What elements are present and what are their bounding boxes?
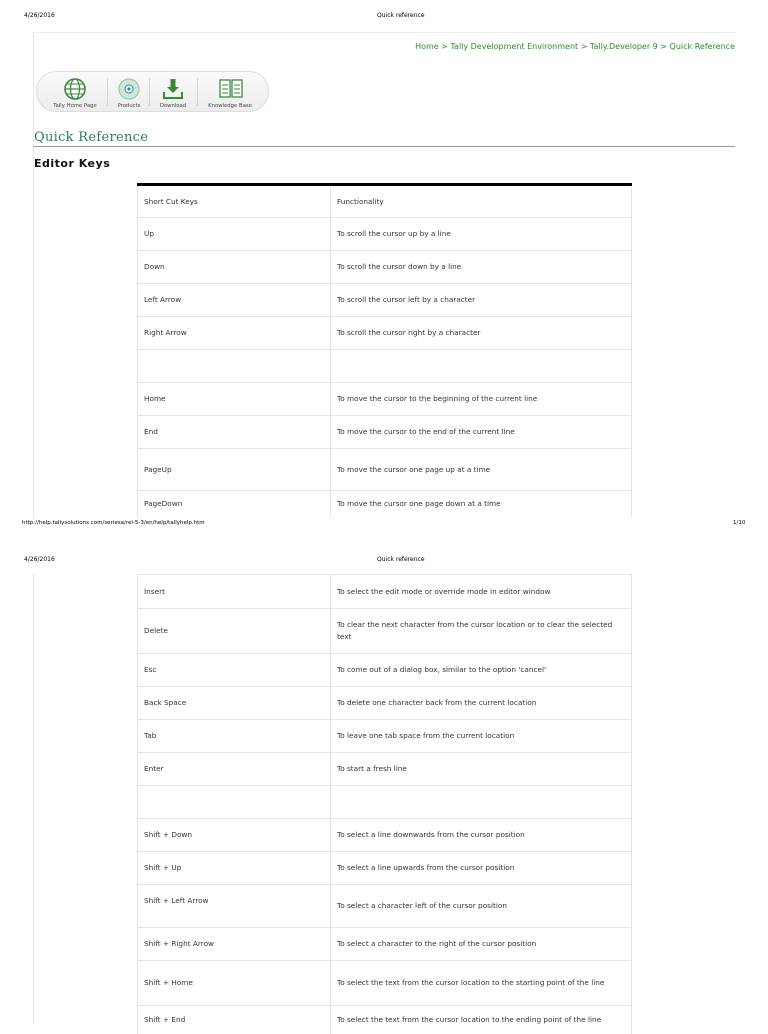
table-row xyxy=(138,609,632,654)
shortcut-description xyxy=(331,786,632,819)
nav-divider xyxy=(107,78,108,106)
breadcrumb[interactable]: Home > Tally Development Environment > Tally.Developer 9 > Quick Reference xyxy=(415,42,735,51)
table-row xyxy=(138,928,632,961)
download-icon xyxy=(161,77,185,101)
shortcut-key: Down xyxy=(138,251,331,284)
shortcut-key: Shift + Up xyxy=(138,852,331,885)
shortcut-description: To select a line upwards from the cursor position xyxy=(331,852,632,885)
shortcut-key xyxy=(138,350,331,383)
table-row xyxy=(138,251,632,284)
shortcut-key: Up xyxy=(138,218,331,251)
shortcut-key: PageDown xyxy=(138,491,331,517)
shortcut-description: To select the edit mode or override mode in editor window xyxy=(331,575,632,609)
print-date: 4/26/2016 xyxy=(24,12,55,19)
table-row xyxy=(138,416,632,449)
table-header-row xyxy=(138,185,632,218)
print-title: Quick reference xyxy=(377,12,425,19)
shortcut-key xyxy=(138,786,331,819)
shortcut-description: To start a fresh line xyxy=(331,753,632,786)
shortcut-description: To select a character left of the cursor position xyxy=(331,885,632,928)
column-header-functionality: Functionality xyxy=(331,185,632,218)
shortcut-description: To move the cursor one page up at a time xyxy=(331,449,632,491)
shortcut-key: PageUp xyxy=(138,449,331,491)
shortcut-key: Left Arrow xyxy=(138,284,331,317)
table-row xyxy=(138,885,632,928)
print-title: Quick reference xyxy=(377,556,425,563)
shortcut-description: To select the text from the cursor location to the ending point of the line xyxy=(331,1006,632,1034)
shortcut-key: Tab xyxy=(138,720,331,753)
shortcut-key: Shift + Home xyxy=(138,961,331,1006)
shortcut-description: To scroll the cursor down by a line xyxy=(331,251,632,284)
table-row xyxy=(138,218,632,251)
shortcut-table-page1 xyxy=(137,183,632,517)
shortcut-key: Insert xyxy=(138,575,331,609)
nav-divider xyxy=(197,78,198,106)
page-title: Quick Reference xyxy=(34,130,149,145)
nav-knowledge-base[interactable] xyxy=(200,72,260,111)
table-row xyxy=(138,284,632,317)
shortcut-key: Right Arrow xyxy=(138,317,331,350)
shortcut-description: To scroll the cursor right by a character xyxy=(331,317,632,350)
shortcut-description: To move the cursor one page down at a time xyxy=(331,491,632,517)
table-row xyxy=(138,961,632,1006)
shortcut-key: Shift + Left Arrow xyxy=(138,885,331,928)
table-row xyxy=(138,654,632,687)
nav-products[interactable] xyxy=(111,72,147,111)
footer-url: http://help.tallysolutions.com/seriesa/rel-5-3/en/help/tallyhelp.htm xyxy=(22,520,205,526)
nav-label: Tally Home Page xyxy=(53,103,97,109)
table-row xyxy=(138,449,632,491)
shortcut-key: Shift + Down xyxy=(138,819,331,852)
shortcut-description: To select a line downwards from the cursor position xyxy=(331,819,632,852)
shortcut-key: Delete xyxy=(138,609,331,654)
table-row-empty xyxy=(138,786,632,819)
table-row xyxy=(138,720,632,753)
shortcut-description: To move the cursor to the beginning of the current line xyxy=(331,383,632,416)
shortcut-description: To clear the next character from the cursor location or to clear the selected text xyxy=(331,609,632,654)
shortcut-key: Enter xyxy=(138,753,331,786)
section-title: Editor Keys xyxy=(34,157,111,170)
shortcut-key: Shift + Right Arrow xyxy=(138,928,331,961)
disc-icon xyxy=(117,77,141,101)
print-date: 4/26/2016 xyxy=(24,556,55,563)
shortcut-key: Shift + End xyxy=(138,1006,331,1034)
shortcut-table-page2 xyxy=(137,574,632,1034)
shortcut-description: To come out of a dialog box, similar to the option 'cancel' xyxy=(331,654,632,687)
shortcut-description xyxy=(331,350,632,383)
shortcut-description: To scroll the cursor left by a character xyxy=(331,284,632,317)
nav-tally-home-page[interactable] xyxy=(45,72,105,111)
column-header-keys: Short Cut Keys xyxy=(138,185,331,218)
nav-download[interactable] xyxy=(151,72,195,111)
table-row xyxy=(138,852,632,885)
globe-icon xyxy=(63,77,87,101)
shortcut-key: End xyxy=(138,416,331,449)
table-row xyxy=(138,819,632,852)
shortcut-description: To move the cursor to the end of the current line xyxy=(331,416,632,449)
shortcut-description: To select a character to the right of the cursor position xyxy=(331,928,632,961)
shortcut-key: Home xyxy=(138,383,331,416)
table-row xyxy=(138,491,632,517)
shortcut-key: Back Space xyxy=(138,687,331,720)
table-row xyxy=(138,753,632,786)
nav-label: Products xyxy=(117,103,141,109)
shortcut-key: Esc xyxy=(138,654,331,687)
table-row-empty xyxy=(138,350,632,383)
shortcut-description: To scroll the cursor up by a line xyxy=(331,218,632,251)
table-row xyxy=(138,317,632,350)
footer-page-number: 1/10 xyxy=(733,520,746,526)
table-row xyxy=(138,575,632,609)
table-row xyxy=(138,687,632,720)
nav-bar xyxy=(36,71,269,112)
table-row xyxy=(138,1006,632,1034)
nav-divider xyxy=(149,78,150,106)
title-rule xyxy=(33,146,735,147)
book-icon xyxy=(218,77,242,101)
nav-label: Knowledge Base xyxy=(208,103,252,109)
shortcut-description: To select the text from the cursor location to the starting point of the line xyxy=(331,961,632,1006)
shortcut-description: To delete one character back from the current location xyxy=(331,687,632,720)
shortcut-description: To leave one tab space from the current location xyxy=(331,720,632,753)
table-row xyxy=(138,383,632,416)
nav-label: Download xyxy=(159,103,187,109)
